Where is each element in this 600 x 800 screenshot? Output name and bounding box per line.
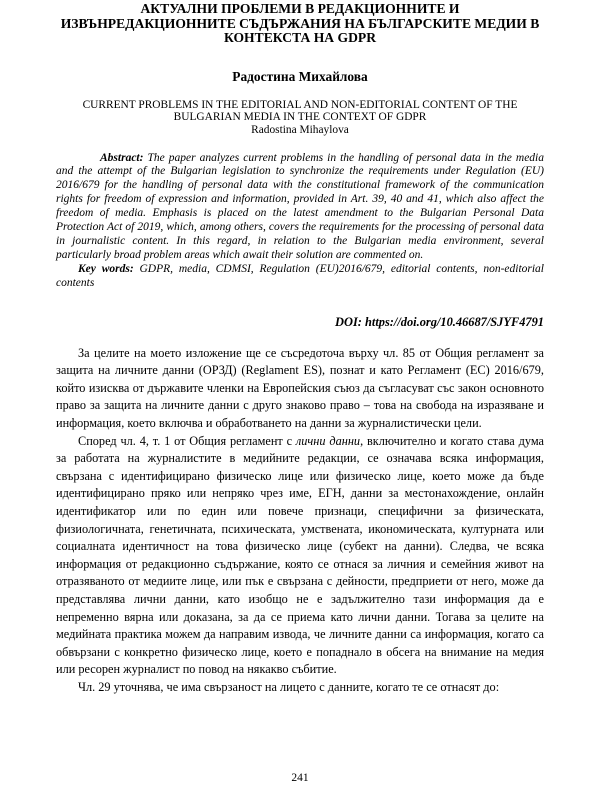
abstract (56, 152, 544, 263)
body-paragraph-3: Чл. 29 уточнява, че има свързаност на лицето с данните, когато те се отнасят до: (78, 679, 500, 694)
paper-page (56, 0, 544, 800)
doi-link[interactable]: DOI: https://doi.org/10.46687/SJYF4791 (335, 314, 544, 329)
keywords (56, 263, 544, 291)
paper-title-en: CURRENT PROBLEMS IN THE EDITORIAL AND NON-EDITORIAL CONTENT OF THE BULGARIAN MEDIA IN THE CONTEXT OF GDPR (82, 98, 518, 124)
abstract-text: The paper analyzes current problems in the handling of personal data in the media and the attempt of the Bulgarian legislation to synchronize the requirements under Regulation (EU) 2016/679 for the handling of personal data with the constitutional framework of the communication rights for freedom of expression and information, provided in Art. 39, 40 and 41, which also affect the freedom of media. Emphasis is placed on the latest amendment to the Bulgarian Personal Data Protection Act of 2019, which, among others, covers the requirements for the processing of personal data in journalistic content. In this regard, in relation to the Bulgarian media environment, several particularly broad problem areas which await their solution are commented on. (56, 151, 544, 261)
p2-after: , включително и когато става дума за работата на журналистите в медийните редакции, се означава всяка информация, свързана с идентифицирано физическо лице или физическо лице, което може да бъде идентифицирано пряко или непряко чрез име, ЕГН, данни за местонахождение, онлайн идентификатор или по един или повече признаци, специфични за физическата, физиологичната, генетичната, психическата, умствената, икономическата, културната или социалната идентичност на това физическо лице (субект на данни). Следва, че всяка информация от редакционно съдържание, която се отнася за личния и семейния живот на отразяваното от медиите лице, или пък е свързана с дейности, предприети от него, може да представлява лични данни, като изобщо не е задължително тази информация да е непременно вярна или доказана, за да се приема като лични данни. Тогава за целите на медийната практика можем да направим извода, че личните данни са информация, когато са обвързани с конкретно физическо лице, което е попаднало в обсега на внимание на медия или ресорен журналист по повод на някакво събитие. (56, 433, 544, 677)
page-number: 241 (291, 772, 309, 784)
body-paragraph-1: За целите на моето изложение ще се съсредоточа върху чл. 85 от Общия регламент за защита на личните данни (ОРЗД) (Reglament ES), познат и като Регламент (ЕС) 2016/679, който изисква от държавите членки на Европейския съюз да съгласуват със закон основното право за защита на личните данни с друго знаково право – това на свобода на изразяване и информация, което включва и обработването на данни за журналистически цели. (56, 345, 544, 430)
body-text (56, 345, 544, 697)
p2-before: Според чл. 4, т. 1 от Общия регламент с (78, 433, 296, 448)
keywords-text: GDPR, media, CDMSI, Regulation (EU)2016/679, editorial contents, non-editorial contents (56, 262, 545, 289)
keywords-label: Key words: (78, 262, 134, 275)
body-paragraph-2 (56, 433, 544, 679)
abstract-label: Abstract: (100, 151, 144, 164)
p2-italic-term: лични данни (295, 433, 361, 448)
paper-title-bg: АКТУАЛНИ ПРОБЛЕМИ В РЕДАКЦИОННИТЕ И ИЗВЪНРЕДАКЦИОННИТЕ СЪДЪРЖАНИЯ НА БЪЛГАРСКИТЕ МЕДИИ В КОНТЕКСТА НА GDPR (60, 1, 540, 46)
author-name-bg: Радостина Михайлова (232, 68, 368, 84)
author-name-en: Radostina Mihaylova (251, 123, 349, 136)
